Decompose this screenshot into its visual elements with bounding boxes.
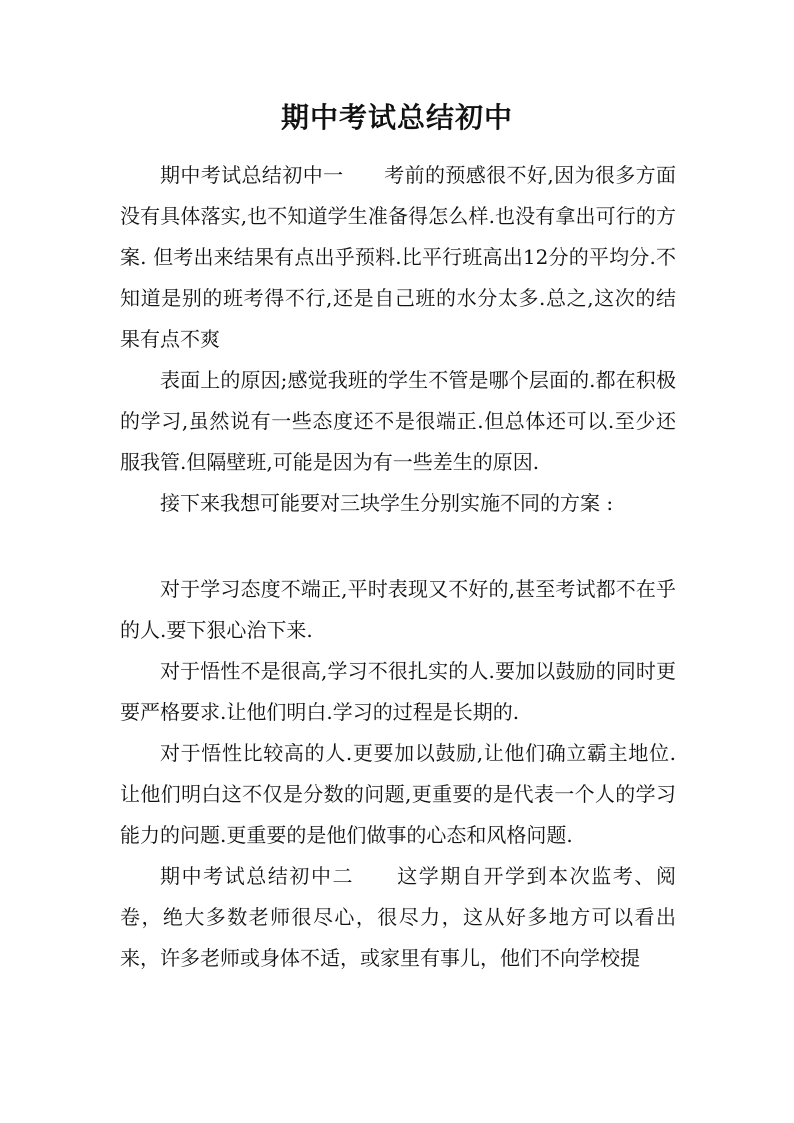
paragraph-2: 表面上的原因;感觉我班的学生不管是哪个层面的.都在积极的学习,虽然说有一些态度还不是很端正.但总体还可以.至少还服我管.但隔壁班,可能是因为有一些差生的原因. <box>120 368 676 474</box>
paragraph-6: 对于悟性比较高的人.更要加以鼓励,让他们确立霸主地位.让他们明白这不仅是分数的问题,更重要的是代表一个人的学习能力的问题.更重要的是他们做事的心态和风格问题. <box>120 741 676 847</box>
paragraph-1: 期中考试总结初中一 考前的预感很不好,因为很多方面没有具体落实,也不知道学生准备得怎么样.也没有拿出可行的方案. 但考出来结果有点出乎预料.比平行班高出12分的平均分.不知道是别的班考得不行,还是自己班的水分太多.总之,这次的结果有点不爽 <box>120 163 676 351</box>
paragraph-5: 对于悟性不是很高,学习不很扎实的人.要加以鼓励的同时更要严格要求.让他们明白.学习的过程是长期的. <box>120 659 676 724</box>
paragraph-4: 对于学习态度不端正,平时表现又不好的,甚至考试都不在乎的人.要下狠心治下来. <box>120 577 676 642</box>
paragraph-3: 接下来我想可能要对三块学生分别实施不同的方案 : <box>160 491 614 515</box>
document-title: 期中考试总结初中 <box>280 101 513 134</box>
paragraph-7: 期中考试总结初中二 这学期自开学到本次监考、阅卷，绝大多数老师很尽心，很尽力，这从好多地方可以看出来，许多老师或身体不适，或家里有事儿，他们不向学校提 <box>120 864 676 970</box>
document-body <box>120 155 676 979</box>
